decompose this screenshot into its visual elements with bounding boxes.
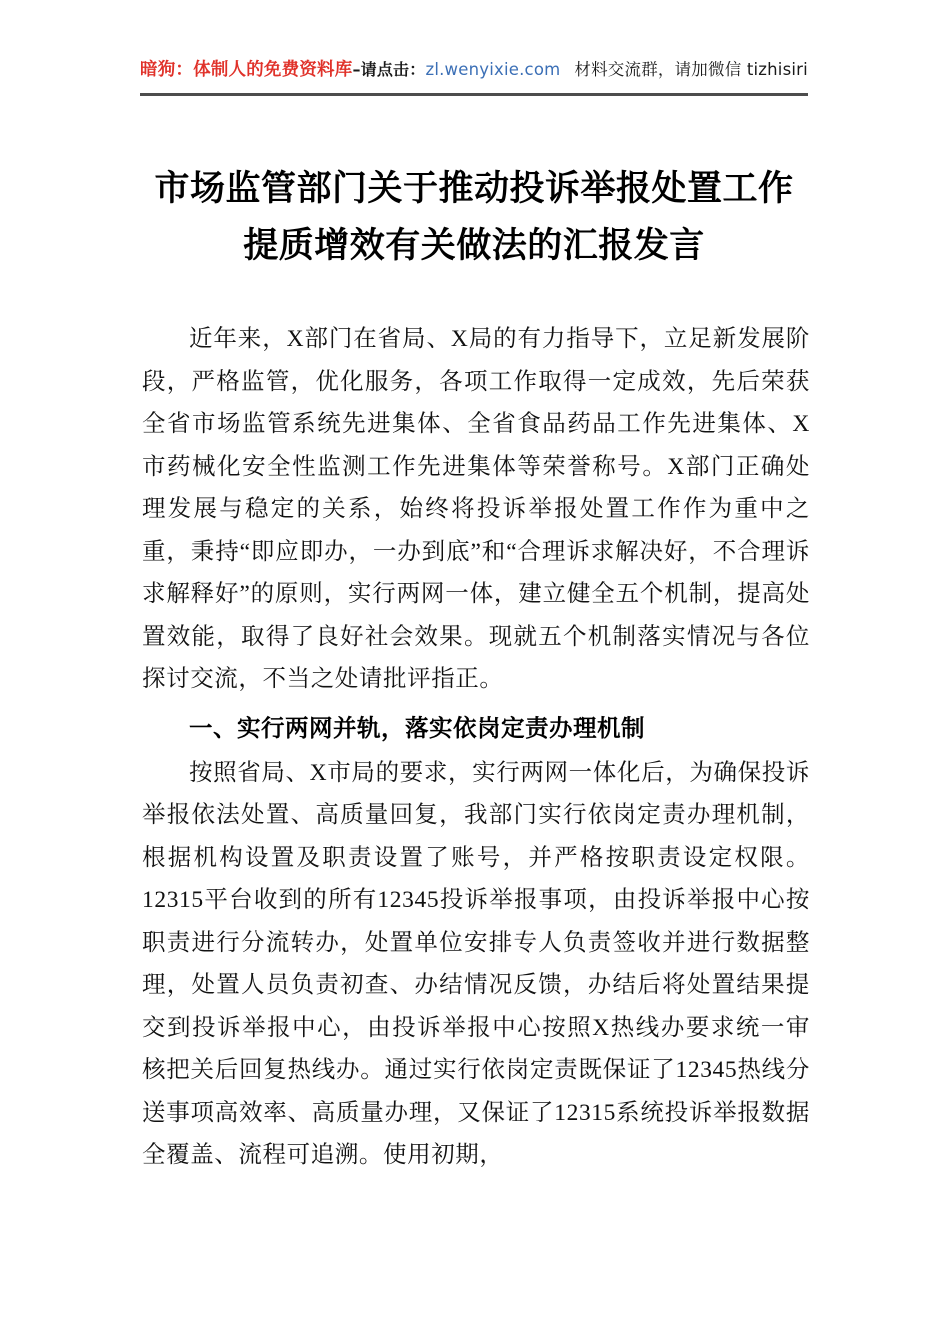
watermark-brand-text: 暗狗：体制人的免费资料库 [140,60,353,80]
page-title-line-2: 提质增效有关做法的汇报发言 [243,225,705,266]
watermark-line [140,60,808,81]
section-heading-1: 一、实行两网并轨，落实依岗定责办理机制 [189,713,645,742]
body-paragraph-2: 按照省局、X市局的要求，实行两网一体化后，为确保投诉举报依法处置、高质量回复，我部门实行依岗定责办理机制，根据机构设置及职责设置了账号，并严格按职责设定权限。12315平台收到的所有12345投诉举报事项，由投诉举报中心按职责进行分流转办，处置单位安排专人负责签收并进行数据整理，处置人员负责初查、办结情况反馈，办结后将处置结果提交到投诉举报中心，由投诉举报中心按照X热线办要求统一审核把关后回复热线办。通过实行依岗定责既保证了12345热线分送事项高效率、高质量办理，又保证了12315系统投诉举报数据全覆盖、流程可追溯。使用初期， [142,759,810,1168]
document-body [142,318,810,1177]
watermark-wechat-text: 材料交流群，请加微信 tizhisiri [574,60,808,79]
page-title [140,160,808,274]
watermark-link[interactable]: zl.wenyixie.com [425,60,561,79]
header-divider [140,93,808,96]
watermark-header [140,60,808,81]
watermark-click-text: –请点击： [352,60,426,79]
body-paragraph-1: 近年来，X部门在省局、X局的有力指导下，立足新发展阶段，严格监管，优化服务，各项工作取得一定成效，先后荣获全省市场监管系统先进集体、全省食品药品工作先进集体、X市药械化安全性监测工作先进集体等荣誉称号。X部门正确处理发展与稳定的关系，始终将投诉举报处置工作作为重中之重，秉持“即应即办，一办到底”和“合理诉求解决好，不合理诉求解释好”的原则，实行两网一体，建立健全五个机制，提高处置效能，取得了良好社会效果。现就五个机制落实情况与各位探讨交流，不当之处请批评指正。 [142,326,810,692]
page-title-line-1: 市场监管部门关于推动投诉举报处置工作 [154,168,794,209]
